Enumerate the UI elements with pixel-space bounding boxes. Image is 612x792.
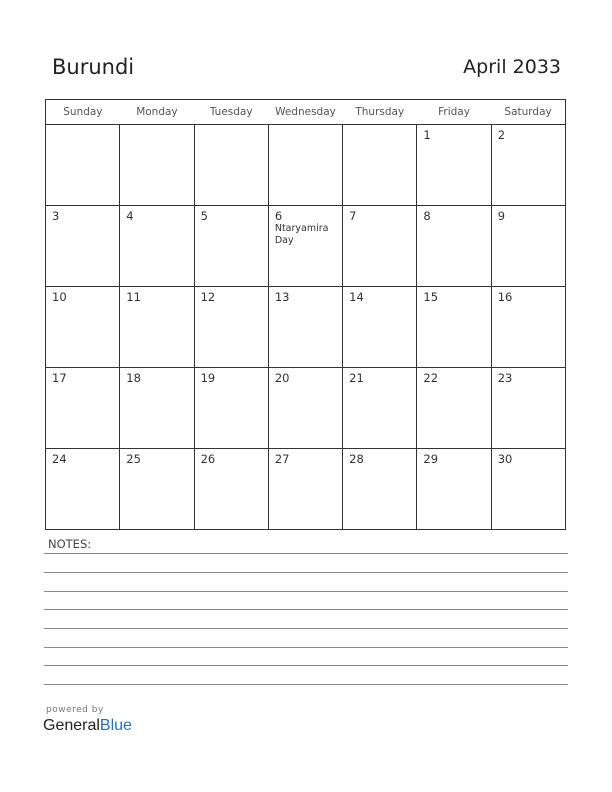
day-cell: [120, 125, 194, 206]
day-cell: [268, 287, 342, 368]
day-cell: [491, 368, 565, 449]
day-cell: [343, 125, 417, 206]
notes-label: NOTES:: [48, 537, 92, 551]
note-line: [44, 684, 568, 685]
generalblue-logo: [43, 717, 132, 735]
day-cell: [268, 449, 342, 530]
day-number: 26: [200, 452, 216, 466]
day-number: 23: [497, 371, 513, 385]
day-cell: [343, 206, 417, 287]
day-cell: [491, 125, 565, 206]
day-cell: [417, 449, 491, 530]
day-number: 24: [52, 452, 67, 466]
note-line: [44, 665, 568, 666]
day-number: 27: [274, 452, 290, 466]
day-cell: [120, 287, 194, 368]
day-cell: [46, 368, 120, 449]
day-number: 3: [52, 209, 60, 223]
country-title: Burundi: [52, 55, 135, 79]
day-number: 7: [349, 209, 357, 223]
day-cell: [194, 449, 268, 530]
day-number: 6: [274, 209, 283, 223]
day-cell: [343, 449, 417, 530]
day-cell: [491, 449, 565, 530]
day-cell: [491, 206, 565, 287]
day-number: 11: [126, 290, 141, 304]
day-number: 22: [423, 371, 439, 385]
day-cell: [120, 206, 194, 287]
powered-by-text: powered by: [46, 705, 104, 715]
weekday-saturday: Saturday: [491, 100, 565, 125]
note-line: [44, 553, 568, 554]
calendar-grid: [45, 99, 566, 530]
day-number: 19: [200, 371, 216, 385]
day-number: 16: [497, 290, 513, 304]
day-number: 28: [349, 452, 364, 466]
day-number: 2: [497, 128, 506, 142]
day-number: 17: [52, 371, 67, 385]
day-cell: [46, 449, 120, 530]
note-line: [44, 647, 568, 648]
day-number: 25: [126, 452, 141, 466]
day-number: 29: [423, 452, 439, 466]
weekday-thursday: Thursday: [343, 100, 417, 125]
weekday-friday: Friday: [417, 100, 491, 125]
day-number: 10: [52, 290, 67, 304]
day-cell: [194, 125, 268, 206]
day-cell: [46, 287, 120, 368]
note-line: [44, 572, 568, 573]
weekday-tuesday: Tuesday: [194, 100, 268, 125]
calendar-week-row: [46, 125, 566, 206]
day-number: 30: [497, 452, 513, 466]
weekday-monday: Monday: [120, 100, 194, 125]
day-number: 8: [423, 209, 431, 223]
day-cell: [268, 125, 342, 206]
calendar-week-row: [46, 287, 566, 368]
day-cell: [120, 449, 194, 530]
day-cell: [417, 287, 491, 368]
holiday-label: Ntaryamira Day: [274, 223, 329, 246]
day-number: 12: [200, 290, 216, 304]
day-cell: [343, 368, 417, 449]
note-line: [44, 609, 568, 610]
day-number: 4: [126, 209, 134, 223]
month-title: April 2033: [463, 56, 561, 78]
day-number: 20: [274, 371, 290, 385]
brand-general: General: [43, 717, 100, 734]
day-number: 18: [126, 371, 141, 385]
day-number: 21: [349, 371, 364, 385]
day-cell: [120, 368, 194, 449]
day-cell: [343, 287, 417, 368]
day-cell: [194, 206, 268, 287]
calendar-week-row: [46, 449, 566, 530]
day-cell: [268, 368, 342, 449]
day-cell: [417, 125, 491, 206]
brand-blue: Blue: [99, 717, 132, 734]
note-line: [44, 591, 568, 592]
weekday-sunday: Sunday: [46, 100, 120, 125]
note-line: [44, 628, 568, 629]
day-cell: [417, 206, 491, 287]
day-number: 9: [497, 209, 506, 223]
day-cell: [194, 368, 268, 449]
day-cell: [417, 368, 491, 449]
day-cell: [46, 125, 120, 206]
day-number: 15: [423, 290, 439, 304]
calendar-week-row: [46, 368, 566, 449]
day-cell: [491, 287, 565, 368]
weekday-wednesday: Wednesday: [268, 100, 342, 125]
day-number: 14: [349, 290, 364, 304]
day-cell: [268, 206, 342, 287]
day-number: 13: [274, 290, 290, 304]
day-cell: [46, 206, 120, 287]
day-number: 5: [200, 209, 208, 223]
calendar-week-row: [46, 206, 566, 287]
day-number: 1: [423, 128, 431, 142]
weekday-header-row: [46, 100, 566, 125]
day-cell: [194, 287, 268, 368]
